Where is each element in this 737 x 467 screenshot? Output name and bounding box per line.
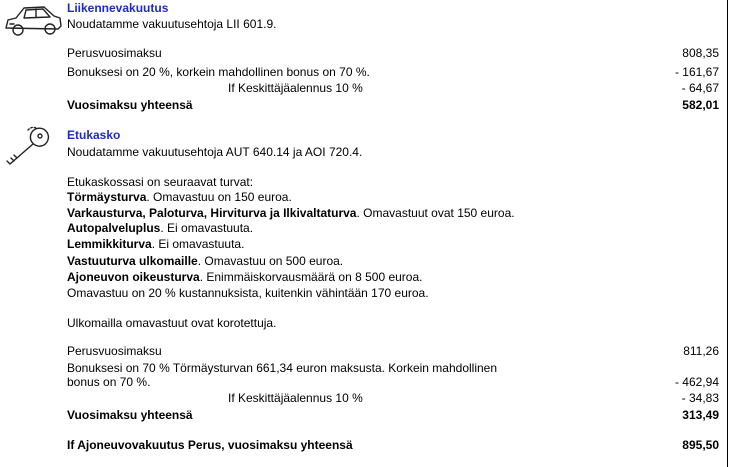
abroad-note: Ulkomailla omavastuut ovat korotettuja. (67, 316, 277, 330)
coverage-item (67, 270, 422, 284)
coverage-name: Autopalveluplus (67, 221, 161, 235)
section-title-liikennevakuutus: Liikennevakuutus (67, 1, 169, 15)
bonus-label-line1: Bonuksesi on 70 % Törmäysturvan 661,34 euron maksusta. Korkein mahdollinen (67, 361, 498, 375)
key-icon (2, 124, 52, 170)
bonus-label: Bonuksesi on 20 %, korkein mahdollinen bonus on 70 %. (67, 65, 370, 79)
coverage-item (67, 237, 244, 251)
section-terms: Noudatamme vakuutusehtoja LII 601.9. (67, 17, 277, 31)
basic-premium-amount: 808,35 (682, 46, 719, 60)
section-total-label: Vuosimaksu yhteensä (67, 98, 193, 112)
coverage-item (67, 190, 292, 204)
coverage-name: Lemmikkiturva (67, 237, 152, 251)
discount-amount: - 64,67 (681, 81, 719, 95)
section-total-amount: 582,01 (682, 98, 719, 112)
basic-premium-amount: 811,26 (683, 344, 719, 358)
coverage-item (67, 206, 515, 220)
coverage-item (67, 254, 343, 268)
coverage-detail: . Ei omavastuuta. (160, 221, 254, 235)
section-total-amount: 313,49 (682, 408, 719, 422)
bonus-label-line2: bonus on 70 %. (67, 375, 151, 389)
coverage-name: Vastuuturva ulkomaille (67, 254, 198, 268)
coverage-name: Törmäysturva (67, 190, 147, 204)
coverage-item (67, 221, 253, 235)
basic-premium-label: Perusvuosimaksu (67, 46, 162, 60)
coverage-detail: . Omavastuu on 150 euroa. (146, 190, 292, 204)
section-terms: Noudatamme vakuutusehtoja AUT 640.14 ja AOI 720.4. (67, 145, 363, 159)
section-title-etukasko: Etukasko (67, 128, 121, 142)
discount-label: If Keskittäjäalennus 10 % (228, 391, 363, 405)
coverage-intro: Etukaskossasi on seuraavat turvat: (67, 175, 254, 189)
car-icon (2, 2, 64, 42)
coverage-name: Varkausturva, Paloturva, Hirviturva ja Ilkivaltaturva (67, 206, 357, 220)
bonus-amount: - 161,67 (674, 65, 719, 79)
basic-premium-label: Perusvuosimaksu (67, 344, 162, 358)
bonus-amount: - 462,94 (674, 375, 719, 389)
deductible-note: Omavastuu on 20 % kustannuksista, kuitenkin vähintään 170 euroa. (67, 286, 429, 300)
right-border-line (727, 0, 728, 467)
grand-total-label: If Ajoneuvovakuutus Perus, vuosimaksu yhteensä (67, 438, 353, 452)
coverage-detail: . Omavastuu on 500 euroa. (197, 254, 344, 268)
coverage-detail: . Enimmäiskorvausmäärä on 8 500 euroa. (199, 270, 423, 284)
coverage-name: Ajoneuvon oikeusturva (67, 270, 200, 284)
coverage-detail: . Omavastuut ovat 150 euroa. (356, 206, 515, 220)
discount-amount: - 34,83 (681, 391, 719, 405)
section-total-label: Vuosimaksu yhteensä (67, 408, 193, 422)
coverage-detail: . Ei omavastuuta. (151, 237, 245, 251)
discount-label: If Keskittäjäalennus 10 % (228, 81, 363, 95)
grand-total-amount: 895,50 (682, 438, 719, 452)
